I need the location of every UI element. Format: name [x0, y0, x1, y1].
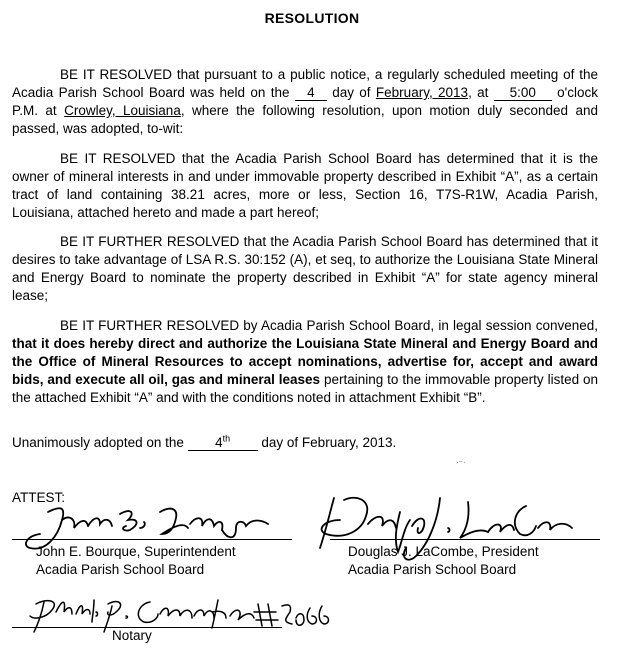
- p4-text-a: BE IT FURTHER RESOLVED by Acadia Parish School Board, in legal session convened,: [60, 318, 598, 333]
- adopted-day: 4: [215, 435, 223, 450]
- signer-right-org: Acadia Parish School Board: [348, 562, 517, 577]
- p4-text-b: pertaining to the immovable property listed on the attached Exhibit “A” and with the conditions noted in attachment Exhibit “B”.: [12, 372, 599, 405]
- adopted-line: [12, 434, 396, 452]
- p1-text-a: BE IT RESOLVED that pursuant to a public notice, a regularly scheduled meeting of the Acadia Parish School Board was held on the: [12, 67, 598, 100]
- paragraph-meeting: [12, 66, 598, 138]
- signer-left-block: [36, 543, 236, 579]
- document-title: RESOLUTION: [264, 10, 360, 26]
- meeting-time-field: 5:00: [494, 86, 552, 101]
- p2-text: BE IT RESOLVED that the Acadia Parish School Board has determined that it is the owner of mineral interests in and under immovable property described in Exhibit “A”, as a certain tract of land containing 38.21 acres, more or less, Section 16, T7S-R1W, Acadia Parish, Louisiana, attached hereto and made a part hereof;: [12, 151, 598, 220]
- signer-right-name: Douglas J. LaCombe, President: [348, 544, 539, 559]
- stray-mark: ·⁻·: [456, 458, 466, 467]
- paragraph-lsa: [12, 233, 598, 305]
- paragraph-authorization: [12, 317, 598, 407]
- p4-bold-text: that it does hereby direct and authorize the Louisiana State Mineral and Energy Board and the Office of Mineral Resources to accept nominations, advertise for, accept and award bids, and execute all oil, gas and mineral leases: [12, 336, 598, 387]
- signer-left-name: John E. Bourque, Superintendent: [36, 544, 236, 559]
- p1-text-at: at: [477, 85, 489, 100]
- meeting-place: Crowley, Louisiana: [64, 103, 181, 118]
- adopted-day-field: [188, 433, 258, 451]
- signature-line-left: [12, 539, 292, 540]
- p3-text: BE IT FURTHER RESOLVED that the Acadia Parish School Board has determined that it desires to take advantage of LSA R.S. 30:152 (A), et seq, to authorize the Louisiana State Mineral and Energy Board to nominate the property described in Exhibit “A” for state agency mineral lease;: [12, 234, 598, 303]
- signature-line-right: [330, 539, 600, 540]
- notary-label: Notary: [112, 628, 152, 643]
- adopted-text-a: Unanimously adopted on the: [12, 435, 184, 450]
- p1-text-f: , where the following resolution, upon motion duly seconded and passed, was adopted, to-wit:: [12, 103, 598, 136]
- signer-left-org: Acadia Parish School Board: [36, 562, 205, 577]
- p1-text-b: day of: [332, 85, 371, 100]
- p1-comma: ,: [468, 85, 472, 100]
- attest-label: ATTEST:: [12, 490, 66, 505]
- signer-right-block: [348, 543, 539, 579]
- paragraph-ownership: [12, 150, 598, 222]
- adopted-day-suffix: th: [222, 433, 231, 444]
- meeting-month-year: February, 2013: [375, 85, 469, 100]
- p1-text-e: o'clock P.M. at: [12, 85, 598, 118]
- adopted-text-b: day of February, 2013.: [261, 435, 397, 450]
- meeting-day-field: 4: [295, 86, 327, 101]
